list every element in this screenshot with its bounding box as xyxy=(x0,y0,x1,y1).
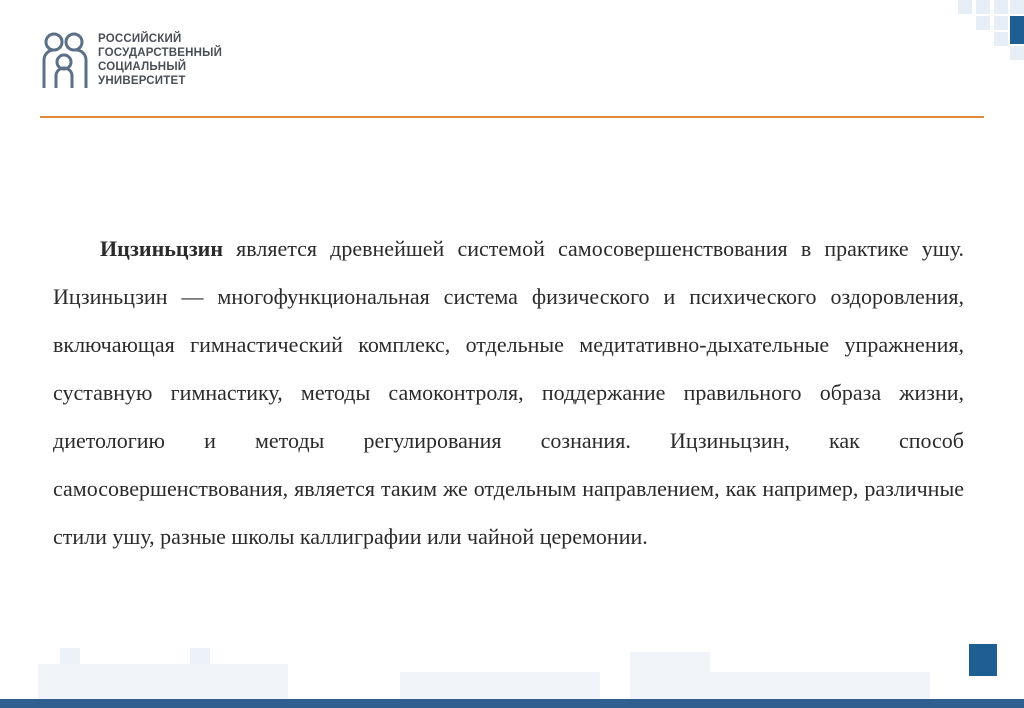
footer-bar xyxy=(0,699,1024,708)
rgsu-logo-icon xyxy=(40,30,90,90)
term-bold: Ицзиньцзин xyxy=(100,236,224,261)
university-logo xyxy=(40,30,222,90)
corner-square-decor xyxy=(969,644,997,676)
header-divider xyxy=(40,116,984,118)
university-name-line: ГОСУДАРСТВЕННЫЙ xyxy=(98,47,223,59)
university-name xyxy=(98,30,222,88)
university-name-line: РОССИЙСКИЙ xyxy=(98,33,182,45)
paragraph-text: является древнейшей системой самосовершенствования в практике ушу. Ицзиньцзин — многофункциональная система физического и психического оздоровления, включающая гимнастический комплекс, отдельные медитативно-дыхательные упражнения, суставную гимнастику, методы самоконтроля, поддержание правильного образа жизни, диетологию и методы регулирования сознания. Ицзиньцзин, как способ самосовершенствования, является таким же отдельным направлением, как например, различные стили ушу, разные школы каллиграфии или чайной церемонии. xyxy=(53,236,964,549)
decorative-pixels-top xyxy=(924,0,1024,60)
body-paragraph xyxy=(53,225,964,561)
university-name-line: СОЦИАЛЬНЫЙ xyxy=(98,61,187,73)
university-name-line: УНИВЕРСИТЕТ xyxy=(98,75,186,87)
